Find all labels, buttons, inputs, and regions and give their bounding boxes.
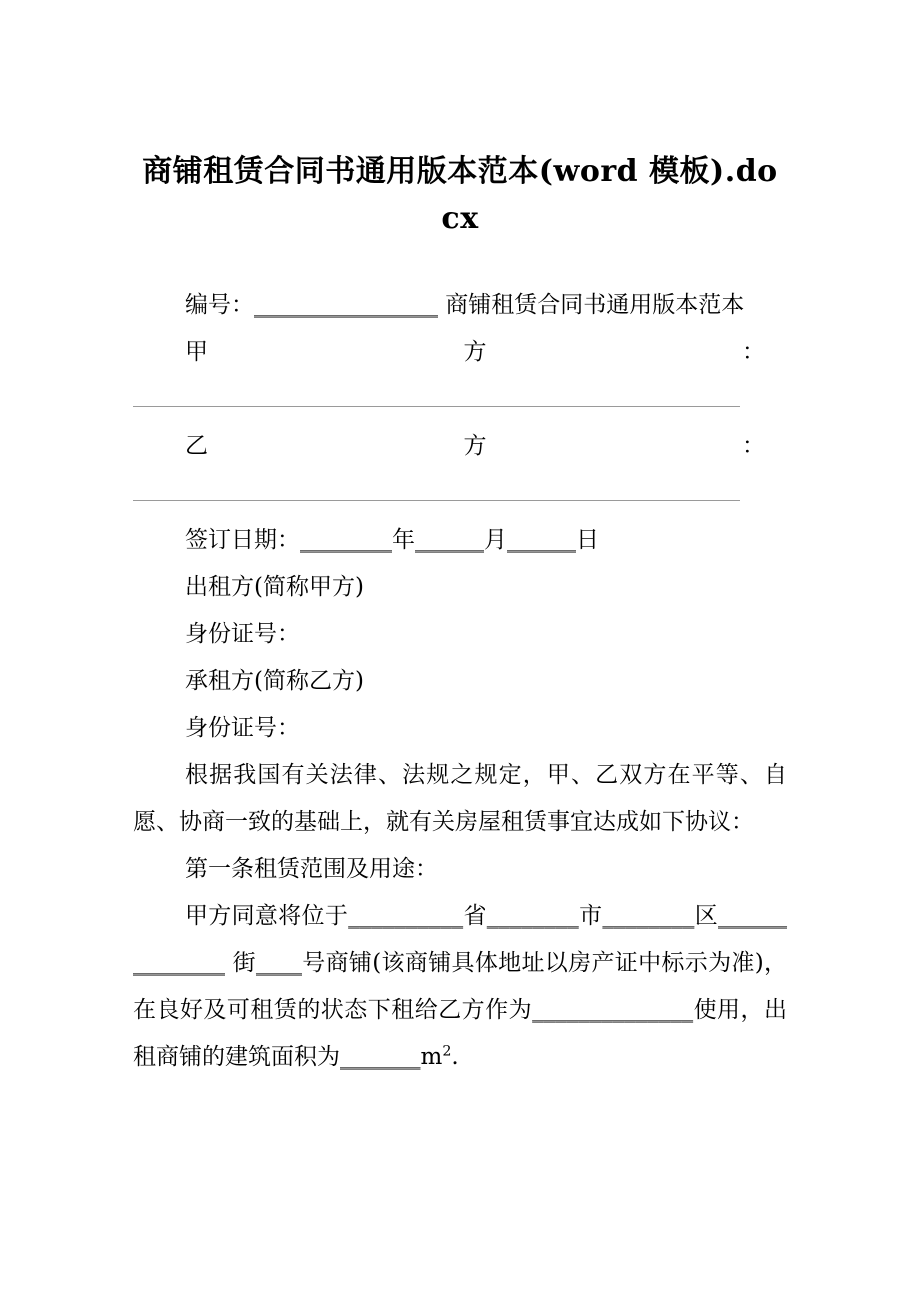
- serial-number-title: 商铺租赁合同书通用版本范本: [438, 292, 745, 318]
- page-title: 商铺租赁合同书通用版本范本(word 模板).docx: [142, 154, 778, 236]
- preamble-paragraph: 根据我国有关法律、法规之规定，甲、乙双方在平等、自愿、协商一致的基础上，就有关房屋租赁事宜达成如下协议：: [133, 762, 787, 835]
- province-label: 省: [463, 903, 487, 929]
- document-body: [133, 282, 787, 1081]
- serial-number-blank[interactable]: ________________: [254, 292, 438, 318]
- lessee-line: 承租方(简称乙方): [185, 668, 364, 694]
- party-a-word: 方: [463, 339, 487, 365]
- party-a-blank-rule[interactable]: [133, 376, 787, 423]
- area-unit-superscript: 2: [442, 1043, 452, 1060]
- serial-number-line: [133, 282, 787, 329]
- district-blank[interactable]: ________: [602, 903, 695, 929]
- lessor-id-line: 身份证号：: [185, 621, 300, 647]
- street-number-blank[interactable]: ____: [255, 950, 302, 976]
- lessor-line: 出租方(简称甲方): [185, 574, 364, 600]
- signing-date-line: [133, 517, 787, 564]
- party-a-colon: ：: [742, 339, 765, 365]
- party-a-line: [133, 329, 787, 376]
- signing-day-blank[interactable]: ______: [507, 527, 576, 553]
- party-a-label: 甲: [185, 339, 208, 365]
- party-b-blank-rule[interactable]: [133, 470, 787, 517]
- street-gap: [225, 950, 233, 976]
- article-one-prefix: 甲方同意将位于: [185, 903, 349, 929]
- city-blank[interactable]: ________: [486, 903, 579, 929]
- area-unit: m: [420, 1044, 443, 1070]
- article-one-paragraph: [133, 893, 787, 1081]
- article-one-middle: 号商铺(该商铺具体地址以房产证中标示为准)，在良好及可租赁的状态下租给乙方作为: [133, 950, 788, 1023]
- article-one-heading: 第一条租赁范围及用途：: [185, 856, 438, 882]
- signing-date-label: 签订日期：: [185, 527, 300, 553]
- party-b-label: 乙: [185, 433, 208, 459]
- party-b-word: 方: [463, 433, 487, 459]
- serial-number-label: 编号：: [185, 292, 254, 318]
- article-one-period: .: [451, 1044, 459, 1070]
- district-label: 区: [694, 903, 719, 929]
- province-blank[interactable]: __________: [348, 903, 464, 929]
- signing-month-blank[interactable]: ______: [415, 527, 484, 553]
- city-label: 市: [578, 903, 603, 929]
- street-label: 街: [232, 950, 256, 976]
- signing-year-unit: 年: [392, 527, 415, 553]
- party-b-colon: ：: [742, 433, 765, 459]
- street-blank[interactable]: ______________: [133, 903, 788, 976]
- signing-day-unit: 日: [576, 527, 599, 553]
- usage-label: 使用，出租商铺的建筑面积为: [133, 997, 788, 1070]
- area-blank[interactable]: _______: [340, 1044, 421, 1070]
- lessee-id-line: 身份证号：: [185, 715, 300, 741]
- party-b-line: [133, 423, 787, 470]
- signing-year-blank[interactable]: ________: [300, 527, 392, 553]
- usage-blank[interactable]: ______________: [532, 997, 694, 1023]
- signing-month-unit: 月: [484, 527, 507, 553]
